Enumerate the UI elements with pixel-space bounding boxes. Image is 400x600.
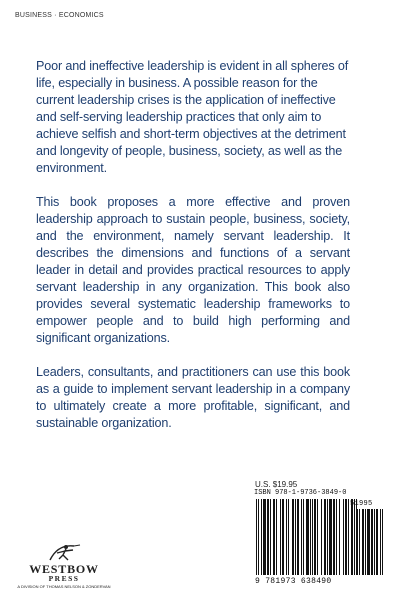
barcode-bar [276,499,277,575]
barcode-addon-bar [380,509,381,575]
barcode-addon-bar [362,509,364,575]
barcode-addon-bar [359,509,360,575]
barcode-bar [303,499,304,575]
barcode-bar [286,499,287,575]
isbn-text: ISBN 978-1-9736-3849-0 [254,489,347,497]
barcode-bar [317,499,318,575]
barcode-bar [324,499,326,575]
barcode-bar [310,499,311,575]
publisher-press: PRESS [48,574,80,583]
barcode-bar [273,499,275,575]
blurb-paragraph-3: Leaders, consultants, and practitioners can use this book as a guide to implement servant leadership in a company to ultimately create a more profitable, significant, and sustainable organization. [36,365,350,430]
barcode-bar [256,499,257,575]
barcode-bar [288,499,289,575]
barcode-bar [306,499,309,575]
publisher-logo [16,542,112,589]
barcode-bar [336,499,337,575]
barcode-bar [327,499,328,575]
barcode-bar [343,499,344,575]
barcode-bar [345,499,347,575]
barcode-bar [339,499,340,575]
archer-logo-icon [44,542,84,562]
blurb-paragraph-2: This book proposes a more effective and proven leadership approach to sustain people, business, society, and the environment, namely servant leadership. It describes the dimensions and functions of a servant leader in detail and provides practical resources to apply servant leadership in any organization. This book also provides several systematic leadership frameworks to empower people and to build high performing and significant organizations. [36,195,350,345]
publisher-division: A DIVISION OF THOMAS NELSON & ZONDERVAN [17,584,111,589]
barcode-addon-bar [376,509,378,575]
barcode-bar [297,499,299,575]
barcode-bar [282,499,284,575]
barcode-digits: 9 781973 638490 [255,577,332,586]
barcode-addon-bar [371,509,373,575]
barcode-bar [314,499,316,575]
barcode-bar [301,499,302,575]
barcode-addon-bar [382,509,383,575]
barcode-addon-bar [374,509,375,575]
barcode-bars [254,499,392,577]
barcode-bar [292,499,294,575]
barcode-bar [261,499,262,575]
barcode [254,489,392,594]
barcode-bar [348,499,349,575]
barcode-bar [333,499,335,575]
barcode-bar [295,499,296,575]
barcode-bar [267,499,269,575]
barcode-addon-bar [365,509,366,575]
barcode-bar [329,499,332,575]
blurb-paragraph-1: Poor and ineffective leadership is evident in all spheres of life, especially in business. A possible reason for the current leadership crises is the application of ineffective and self-serving leadership practices that only aim to achieve selfish and short-term objectives at the detriment and longevity of people, business, society, as well as the environment. [36,59,349,175]
barcode-addon-bar [354,509,355,575]
price-label: U.S. $19.95 [255,480,298,489]
barcode-bar [280,499,281,575]
publisher-name: WESTBOW [29,562,99,576]
barcode-bar [263,499,266,575]
back-cover-blurb [36,58,350,449]
barcode-addon-bar [356,509,358,575]
category-label: BUSINESS · ECONOMICS [15,12,104,19]
barcode-addon-bar [367,509,370,575]
barcode-bar [258,499,259,575]
barcode-bar [270,499,271,575]
barcode-bar [312,499,313,575]
barcode-addon-digits: 51995 [350,500,373,508]
barcode-bar [321,499,322,575]
barcode-bar [351,499,353,575]
